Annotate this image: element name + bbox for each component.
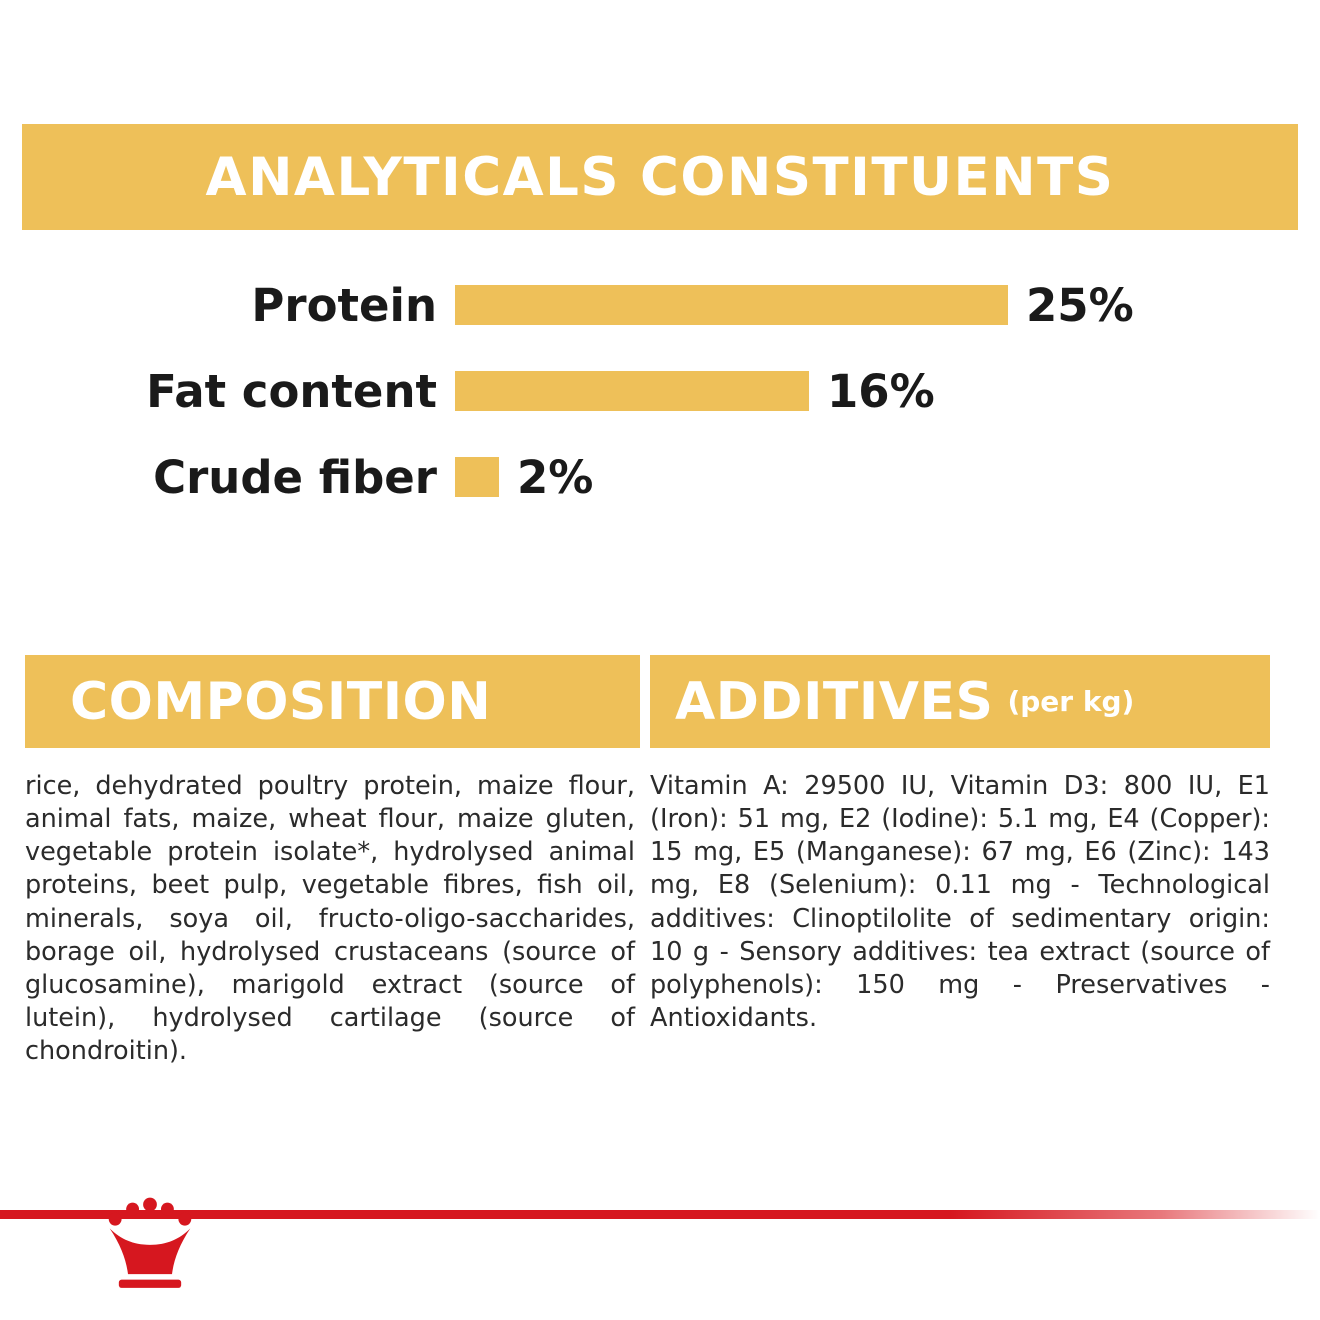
additives-subheading: (per kg) (1007, 684, 1135, 718)
additives-heading: ADDITIVES (675, 671, 994, 732)
bar-fill (455, 285, 1008, 325)
bar-track (455, 278, 1134, 332)
analyticals-bar-chart (0, 262, 1320, 520)
additives-text: Vitamin A: 29500 IU, Vitamin D3: 800 IU, E1 (Iron): 51 mg, E2 (Iodine): 5.1 mg, E4 (Copper): 15 mg, E5 (Manganese): 67 mg, E6 (Zinc): 143 mg, E8 (Selenium): 0.11 mg - Technological additives: Clinoptilolite of sedimentary origin: 10 g - Sensory additives: tea extract (source of polyphenols): 150 mg - Preservatives - Antioxidants. (650, 771, 1270, 1033)
additives-block (650, 655, 1320, 1068)
composition-banner (25, 655, 640, 748)
bar-label: Protein (251, 278, 437, 332)
bar-label: Crude fiber (153, 450, 437, 504)
bar-row (0, 262, 1320, 348)
royal-canin-crown-logo (95, 1188, 205, 1298)
footer (0, 1188, 1320, 1320)
bar-fill (455, 371, 809, 411)
bar-row (0, 434, 1320, 520)
bar-value: 25% (1026, 278, 1134, 332)
analyticals-title: ANALYTICALS CONSTITUENTS (205, 146, 1115, 208)
bar-fill (455, 457, 499, 497)
bar-track (455, 450, 594, 504)
analyticals-banner (22, 124, 1298, 230)
additives-banner (650, 655, 1270, 748)
bar-value: 2% (517, 450, 594, 504)
composition-block (0, 655, 650, 1068)
bar-track (455, 364, 935, 418)
detail-columns (0, 655, 1320, 1068)
bar-row (0, 348, 1320, 434)
bar-label: Fat content (146, 364, 437, 418)
composition-heading: COMPOSITION (70, 671, 492, 732)
composition-text: rice, dehydrated poultry protein, maize flour, animal fats, maize, wheat flour, maize gluten, vegetable protein isolate*, hydrolysed animal proteins, beet pulp, vegetable fibres, fish oil, minerals, soya oil, fructo-oligo-saccharides, borage oil, hydrolysed crustaceans (source of glucosamine), marigold extract (source of lutein), hydrolysed cartilage (source of chondroitin). (25, 771, 635, 1067)
bar-value: 16% (827, 364, 935, 418)
